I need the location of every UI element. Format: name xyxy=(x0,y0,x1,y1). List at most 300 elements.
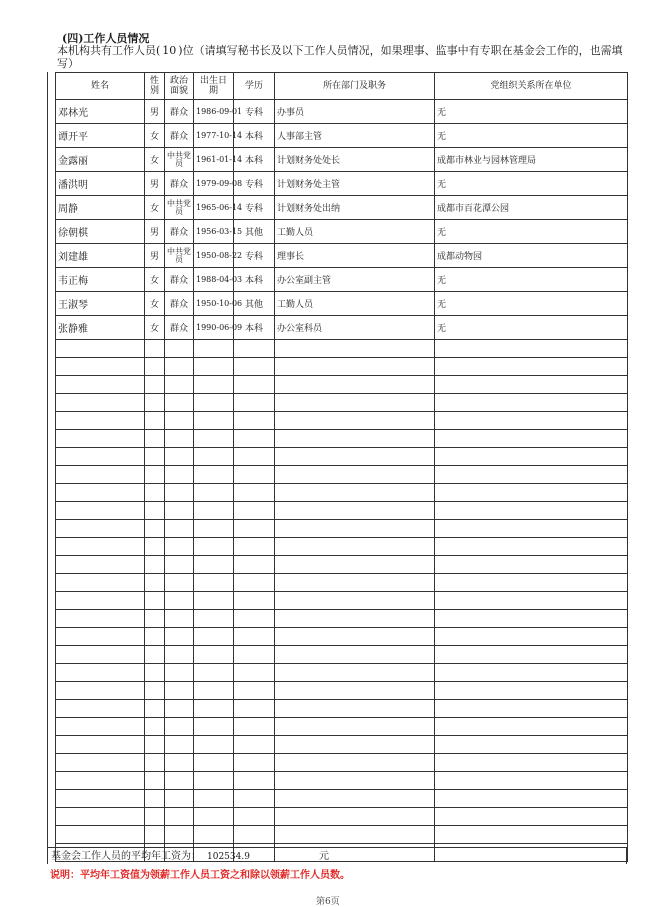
cell-birth: 1990-06-09 xyxy=(194,316,234,340)
cell-party-unit-empty xyxy=(435,754,628,772)
cell-political-empty xyxy=(165,718,194,736)
cell-birth-empty xyxy=(194,556,234,574)
cell-name-empty xyxy=(56,718,145,736)
cell-birth-empty xyxy=(194,574,234,592)
cell-party-unit-empty xyxy=(435,466,628,484)
cell-party-unit-empty xyxy=(435,376,628,394)
header-political: 政治面貌 xyxy=(165,73,194,100)
cell-education-empty xyxy=(234,538,275,556)
cell-department-empty xyxy=(275,646,435,664)
cell-sex-empty xyxy=(145,826,165,844)
cell-political: 群众 xyxy=(165,100,194,124)
cell-birth-empty xyxy=(194,790,234,808)
cell-education-empty xyxy=(234,394,275,412)
cell-education-empty xyxy=(234,808,275,826)
cell-education: 专科 xyxy=(234,172,275,196)
cell-sex-empty xyxy=(145,538,165,556)
cell-department: 理事长 xyxy=(275,244,435,268)
cell-political-empty xyxy=(165,502,194,520)
empty-table-row xyxy=(56,646,628,664)
cell-political-empty xyxy=(165,826,194,844)
cell-name-empty xyxy=(56,466,145,484)
cell-political: 群众 xyxy=(165,292,194,316)
cell-name: 刘建雄 xyxy=(56,244,145,268)
form-left-border xyxy=(47,72,48,848)
cell-sex-empty xyxy=(145,574,165,592)
cell-department-empty xyxy=(275,556,435,574)
cell-name-empty xyxy=(56,448,145,466)
header-party-unit: 党组织关系所在单位 xyxy=(435,73,628,100)
empty-table-row xyxy=(56,772,628,790)
cell-education-empty xyxy=(234,574,275,592)
cell-education-empty xyxy=(234,610,275,628)
cell-political-empty xyxy=(165,664,194,682)
cell-party-unit-empty xyxy=(435,736,628,754)
cell-birth: 1950-08-22 xyxy=(194,244,234,268)
cell-department-empty xyxy=(275,502,435,520)
cell-party-unit: 无 xyxy=(435,220,628,244)
cell-political: 群众 xyxy=(165,316,194,340)
cell-department-empty xyxy=(275,394,435,412)
cell-education: 其他 xyxy=(234,292,275,316)
cell-education-empty xyxy=(234,772,275,790)
cell-name-empty xyxy=(56,340,145,358)
cell-birth: 1977-10-14 xyxy=(194,124,234,148)
cell-department-empty xyxy=(275,718,435,736)
cell-sex-empty xyxy=(145,592,165,610)
cell-political-empty xyxy=(165,610,194,628)
cell-name-empty xyxy=(56,682,145,700)
cell-birth-empty xyxy=(194,700,234,718)
cell-birth-empty xyxy=(194,538,234,556)
table-row xyxy=(56,196,628,220)
cell-education-empty xyxy=(234,520,275,538)
cell-party-unit-empty xyxy=(435,700,628,718)
cell-education-empty xyxy=(234,646,275,664)
cell-sex-empty xyxy=(145,484,165,502)
cell-education: 专科 xyxy=(234,196,275,220)
cell-political-empty xyxy=(165,484,194,502)
cell-sex-empty xyxy=(145,376,165,394)
cell-name-empty xyxy=(56,610,145,628)
cell-department-empty xyxy=(275,772,435,790)
cell-department-empty xyxy=(275,340,435,358)
cell-department: 办公室科员 xyxy=(275,316,435,340)
cell-sex-empty xyxy=(145,556,165,574)
cell-education-empty xyxy=(234,484,275,502)
cell-birth: 1988-04-03 xyxy=(194,268,234,292)
empty-table-row xyxy=(56,394,628,412)
cell-party-unit-empty xyxy=(435,538,628,556)
cell-political-empty xyxy=(165,520,194,538)
cell-department-empty xyxy=(275,790,435,808)
cell-sex: 男 xyxy=(145,244,165,268)
cell-name-empty xyxy=(56,574,145,592)
cell-name-empty xyxy=(56,376,145,394)
cell-department-empty xyxy=(275,430,435,448)
cell-birth-empty xyxy=(194,340,234,358)
cell-party-unit-empty xyxy=(435,790,628,808)
cell-name-empty xyxy=(56,430,145,448)
section-title: (四)工作人员情况 xyxy=(62,32,150,45)
cell-education-empty xyxy=(234,340,275,358)
table-header-row xyxy=(56,73,628,100)
cell-sex-empty xyxy=(145,448,165,466)
empty-table-row xyxy=(56,754,628,772)
cell-name-empty xyxy=(56,394,145,412)
cell-party-unit: 成都市林业与园林管理局 xyxy=(435,148,628,172)
empty-table-row xyxy=(56,430,628,448)
cell-name-empty xyxy=(56,520,145,538)
cell-party-unit-empty xyxy=(435,718,628,736)
cell-sex-empty xyxy=(145,340,165,358)
cell-party-unit-empty xyxy=(435,340,628,358)
cell-sex: 女 xyxy=(145,316,165,340)
cell-sex-empty xyxy=(145,808,165,826)
cell-sex: 男 xyxy=(145,100,165,124)
empty-table-row xyxy=(56,664,628,682)
cell-political-empty xyxy=(165,556,194,574)
salary-unit: 元 xyxy=(319,851,329,862)
cell-party-unit-empty xyxy=(435,808,628,826)
cell-sex-empty xyxy=(145,502,165,520)
cell-political-empty xyxy=(165,430,194,448)
cell-political-empty xyxy=(165,412,194,430)
cell-party-unit-empty xyxy=(435,484,628,502)
cell-party-unit-empty xyxy=(435,682,628,700)
cell-birth-empty xyxy=(194,448,234,466)
cell-political-empty xyxy=(165,700,194,718)
cell-birth-empty xyxy=(194,394,234,412)
cell-education-empty xyxy=(234,682,275,700)
cell-party-unit-empty xyxy=(435,430,628,448)
empty-table-row xyxy=(56,574,628,592)
cell-political: 群众 xyxy=(165,172,194,196)
cell-party-unit-empty xyxy=(435,664,628,682)
cell-name: 周静 xyxy=(56,196,145,220)
cell-name-empty xyxy=(56,790,145,808)
cell-sex-empty xyxy=(145,358,165,376)
cell-birth-empty xyxy=(194,664,234,682)
cell-birth-empty xyxy=(194,808,234,826)
cell-department: 办公室副主管 xyxy=(275,268,435,292)
staff-count: 10 xyxy=(162,44,177,57)
cell-sex: 女 xyxy=(145,124,165,148)
cell-department: 计划财务处主管 xyxy=(275,172,435,196)
cell-party-unit: 无 xyxy=(435,292,628,316)
table-row xyxy=(56,244,628,268)
cell-birth-empty xyxy=(194,772,234,790)
cell-political-empty xyxy=(165,376,194,394)
cell-education-empty xyxy=(234,448,275,466)
cell-sex-empty xyxy=(145,682,165,700)
cell-sex-empty xyxy=(145,754,165,772)
cell-political-empty xyxy=(165,736,194,754)
cell-party-unit-empty xyxy=(435,502,628,520)
cell-name-empty xyxy=(56,556,145,574)
cell-sex-empty xyxy=(145,610,165,628)
cell-political-empty xyxy=(165,592,194,610)
cell-education-empty xyxy=(234,754,275,772)
cell-party-unit-empty xyxy=(435,646,628,664)
cell-sex-empty xyxy=(145,736,165,754)
cell-party-unit-empty xyxy=(435,610,628,628)
cell-department-empty xyxy=(275,538,435,556)
cell-education: 专科 xyxy=(234,244,275,268)
cell-education-empty xyxy=(234,556,275,574)
cell-department: 计划财务处出纳 xyxy=(275,196,435,220)
cell-name: 潘洪明 xyxy=(56,172,145,196)
cell-birth-empty xyxy=(194,628,234,646)
cell-name: 徐朝棋 xyxy=(56,220,145,244)
cell-political: 群众 xyxy=(165,220,194,244)
cell-education-empty xyxy=(234,628,275,646)
cell-name-empty xyxy=(56,826,145,844)
cell-political: 中共党员 xyxy=(165,148,194,172)
cell-birth-empty xyxy=(194,466,234,484)
cell-department: 办事员 xyxy=(275,100,435,124)
empty-table-row xyxy=(56,358,628,376)
cell-sex-empty xyxy=(145,646,165,664)
cell-name-empty xyxy=(56,700,145,718)
cell-name-empty xyxy=(56,664,145,682)
cell-name-empty xyxy=(56,808,145,826)
table-row xyxy=(56,172,628,196)
note-text: 说明：平均年工资值为领薪工作人员工资之和除以领薪工作人员数。 xyxy=(50,870,350,881)
cell-political-empty xyxy=(165,358,194,376)
cell-birth-empty xyxy=(194,646,234,664)
cell-political: 群众 xyxy=(165,124,194,148)
cell-name-empty xyxy=(56,646,145,664)
cell-party-unit-empty xyxy=(435,412,628,430)
cell-department-empty xyxy=(275,448,435,466)
cell-name: 谭开平 xyxy=(56,124,145,148)
cell-party-unit: 成都市百花潭公园 xyxy=(435,196,628,220)
empty-table-row xyxy=(56,682,628,700)
cell-sex-empty xyxy=(145,700,165,718)
cell-education-empty xyxy=(234,466,275,484)
cell-name: 张静雅 xyxy=(56,316,145,340)
cell-sex-empty xyxy=(145,664,165,682)
cell-department-empty xyxy=(275,826,435,844)
cell-political-empty xyxy=(165,808,194,826)
cell-sex-empty xyxy=(145,772,165,790)
empty-table-row xyxy=(56,610,628,628)
cell-party-unit: 无 xyxy=(435,124,628,148)
table-row xyxy=(56,268,628,292)
cell-name-empty xyxy=(56,502,145,520)
empty-table-row xyxy=(56,700,628,718)
cell-education: 专科 xyxy=(234,100,275,124)
cell-name: 王淑琴 xyxy=(56,292,145,316)
cell-name-empty xyxy=(56,538,145,556)
cell-education-empty xyxy=(234,664,275,682)
empty-table-row xyxy=(56,790,628,808)
empty-table-row xyxy=(56,556,628,574)
cell-education-empty xyxy=(234,358,275,376)
cell-department-empty xyxy=(275,736,435,754)
empty-table-row xyxy=(56,808,628,826)
header-name: 姓名 xyxy=(56,73,145,100)
empty-table-row xyxy=(56,466,628,484)
cell-education-empty xyxy=(234,592,275,610)
cell-name: 金露丽 xyxy=(56,148,145,172)
cell-name-empty xyxy=(56,772,145,790)
cell-education: 本科 xyxy=(234,316,275,340)
table-row xyxy=(56,100,628,124)
cell-sex-empty xyxy=(145,718,165,736)
cell-sex-empty xyxy=(145,412,165,430)
cell-political: 中共党员 xyxy=(165,244,194,268)
cell-party-unit-empty xyxy=(435,826,628,844)
cell-name-empty xyxy=(56,358,145,376)
cell-birth-empty xyxy=(194,430,234,448)
cell-sex: 女 xyxy=(145,196,165,220)
cell-birth-empty xyxy=(194,754,234,772)
cell-political-empty xyxy=(165,772,194,790)
cell-education: 本科 xyxy=(234,148,275,172)
cell-department: 计划财务处处长 xyxy=(275,148,435,172)
cell-department-empty xyxy=(275,754,435,772)
intro-after: )位（请填写秘书长及以下工作人员情况，如果理事、监事中有专职在基金会工作的，也需填写） xyxy=(57,44,623,70)
cell-birth: 1965-06-14 xyxy=(194,196,234,220)
cell-department-empty xyxy=(275,592,435,610)
table-row xyxy=(56,316,628,340)
empty-table-row xyxy=(56,340,628,358)
empty-table-row xyxy=(56,538,628,556)
cell-political-empty xyxy=(165,394,194,412)
cell-department-empty xyxy=(275,412,435,430)
cell-birth: 1956-03-15 xyxy=(194,220,234,244)
cell-department-empty xyxy=(275,376,435,394)
cell-political: 中共党员 xyxy=(165,196,194,220)
cell-political-empty xyxy=(165,466,194,484)
cell-party-unit-empty xyxy=(435,772,628,790)
cell-birth: 1961-01-14 xyxy=(194,148,234,172)
cell-political-empty xyxy=(165,574,194,592)
cell-name-empty xyxy=(56,736,145,754)
cell-sex: 女 xyxy=(145,148,165,172)
table-row xyxy=(56,220,628,244)
cell-sex: 男 xyxy=(145,220,165,244)
cell-birth-empty xyxy=(194,736,234,754)
cell-party-unit: 成都动物园 xyxy=(435,244,628,268)
cell-education-empty xyxy=(234,736,275,754)
cell-sex-empty xyxy=(145,430,165,448)
cell-department-empty xyxy=(275,700,435,718)
page-number: 第6页 xyxy=(316,897,340,907)
cell-birth-empty xyxy=(194,718,234,736)
cell-party-unit-empty xyxy=(435,520,628,538)
cell-education-empty xyxy=(234,430,275,448)
intro-before: 本机构共有工作人员( xyxy=(57,44,161,57)
cell-sex-empty xyxy=(145,790,165,808)
cell-political-empty xyxy=(165,538,194,556)
cell-education-empty xyxy=(234,502,275,520)
cell-birth-empty xyxy=(194,520,234,538)
cell-sex-empty xyxy=(145,466,165,484)
cell-party-unit-empty xyxy=(435,628,628,646)
cell-department-empty xyxy=(275,682,435,700)
table-row xyxy=(56,148,628,172)
cell-birth-empty xyxy=(194,826,234,844)
cell-party-unit-empty xyxy=(435,358,628,376)
cell-sex-empty xyxy=(145,628,165,646)
cell-birth-empty xyxy=(194,412,234,430)
cell-party-unit-empty xyxy=(435,574,628,592)
cell-birth-empty xyxy=(194,610,234,628)
empty-table-row xyxy=(56,736,628,754)
cell-name: 韦正梅 xyxy=(56,268,145,292)
empty-table-row xyxy=(56,520,628,538)
empty-table-row xyxy=(56,718,628,736)
cell-department-empty xyxy=(275,358,435,376)
cell-education-empty xyxy=(234,826,275,844)
cell-birth: 1979-09-08 xyxy=(194,172,234,196)
cell-sex: 男 xyxy=(145,172,165,196)
cell-department-empty xyxy=(275,484,435,502)
empty-table-row xyxy=(56,592,628,610)
cell-department-empty xyxy=(275,574,435,592)
cell-education: 其他 xyxy=(234,220,275,244)
cell-name-empty xyxy=(56,412,145,430)
cell-political-empty xyxy=(165,628,194,646)
cell-birth-empty xyxy=(194,682,234,700)
cell-birth-empty xyxy=(194,358,234,376)
cell-party-unit-empty xyxy=(435,394,628,412)
cell-political-empty xyxy=(165,646,194,664)
cell-party-unit: 无 xyxy=(435,100,628,124)
cell-birth-empty xyxy=(194,592,234,610)
cell-political-empty xyxy=(165,754,194,772)
table-row xyxy=(56,292,628,316)
cell-department-empty xyxy=(275,628,435,646)
cell-sex: 女 xyxy=(145,268,165,292)
cell-political-empty xyxy=(165,340,194,358)
cell-party-unit-empty xyxy=(435,592,628,610)
cell-department: 工勤人员 xyxy=(275,220,435,244)
cell-education-empty xyxy=(234,718,275,736)
intro-paragraph xyxy=(57,44,632,70)
staff-table xyxy=(55,72,628,862)
cell-sex-empty xyxy=(145,394,165,412)
cell-education: 本科 xyxy=(234,268,275,292)
cell-name-empty xyxy=(56,484,145,502)
cell-name-empty xyxy=(56,592,145,610)
cell-party-unit-empty xyxy=(435,556,628,574)
cell-birth: 1986-09-01 xyxy=(194,100,234,124)
cell-education: 本科 xyxy=(234,124,275,148)
cell-sex: 女 xyxy=(145,292,165,316)
cell-party-unit-empty xyxy=(435,448,628,466)
empty-table-row xyxy=(56,484,628,502)
cell-party-unit: 无 xyxy=(435,172,628,196)
cell-party-unit: 无 xyxy=(435,268,628,292)
cell-political: 群众 xyxy=(165,268,194,292)
cell-name-empty xyxy=(56,628,145,646)
cell-department-empty xyxy=(275,466,435,484)
cell-political-empty xyxy=(165,790,194,808)
cell-name: 邓林光 xyxy=(56,100,145,124)
cell-political-empty xyxy=(165,448,194,466)
average-salary-label: 基金会工作人员的平均年工资为： xyxy=(51,851,201,862)
header-department: 所在部门及职务 xyxy=(275,73,435,100)
empty-table-row xyxy=(56,376,628,394)
cell-sex-empty xyxy=(145,520,165,538)
header-birth: 出生日期 xyxy=(194,73,234,100)
cell-party-unit: 无 xyxy=(435,316,628,340)
empty-table-row xyxy=(56,412,628,430)
